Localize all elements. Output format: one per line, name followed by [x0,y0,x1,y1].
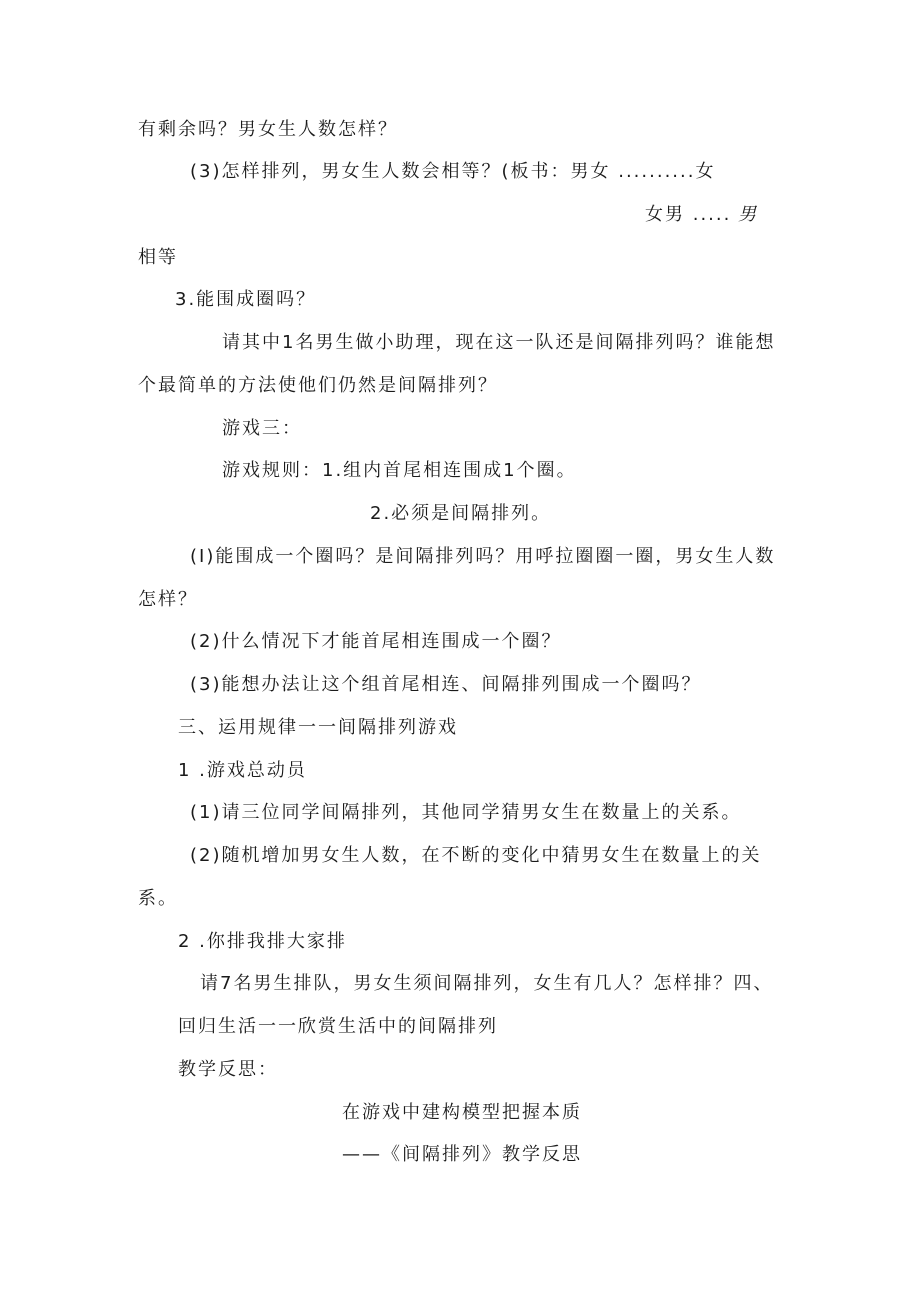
text-line: 相等 [138,247,178,268]
text-line: 女男 ..... [645,204,732,225]
section-heading: 1 .游戏总动员 [178,760,307,781]
text-line: 系。 [138,888,178,909]
text-line: (3)怎样排列，男女生人数会相等？(板书：男女 ..........女 [190,161,716,182]
text-line: 2.必须是间隔排列。 [370,503,552,524]
text-line: 男 [738,204,758,225]
text-line: 请7名男生排队，男女生须间隔排列，女生有几人？怎样排？四、 [200,973,774,994]
text-line: (2)什么情况下才能首尾相连围成一个圈？ [190,631,562,652]
text-line: (1)请三位同学间隔排列，其他同学猜男女生在数量上的关系。 [190,802,742,823]
section-heading: 2 .你排我排大家排 [178,931,347,952]
reflection-subtitle: ——《间隔排列》教学反思 [342,1144,582,1165]
text-line: 怎样？ [138,589,198,610]
text-line: 有剩余吗？男女生人数怎样？ [138,119,398,140]
text-line: (3)能想办法让这个组首尾相连、间隔排列围成一个圈吗？ [190,674,702,695]
text-line: (2)随机增加男女生人数，在不断的变化中猜男女生在数量上的关 [190,845,762,866]
text-line: 请其中1名男生做小助理，现在这一队还是间隔排列吗？谁能想 [222,332,776,353]
text-line: 个最简单的方法使他们仍然是间隔排列？ [138,375,498,396]
text-line: 回归生活一一欣赏生活中的间隔排列 [178,1016,498,1037]
text-line: 游戏规则：1.组内首尾相连围成1个圈。 [222,460,577,481]
text-line: (I)能围成一个圈吗？是间隔排列吗？用呼拉圈圈一圈，男女生人数 [190,546,776,567]
reflection-title: 在游戏中建构模型把握本质 [342,1102,582,1123]
section-heading: 三、运用规律一一间隔排列游戏 [178,717,458,738]
text-line: 游戏三： [222,418,302,439]
section-heading: 3.能围成圈吗？ [175,289,317,310]
section-heading: 教学反思： [178,1059,278,1080]
